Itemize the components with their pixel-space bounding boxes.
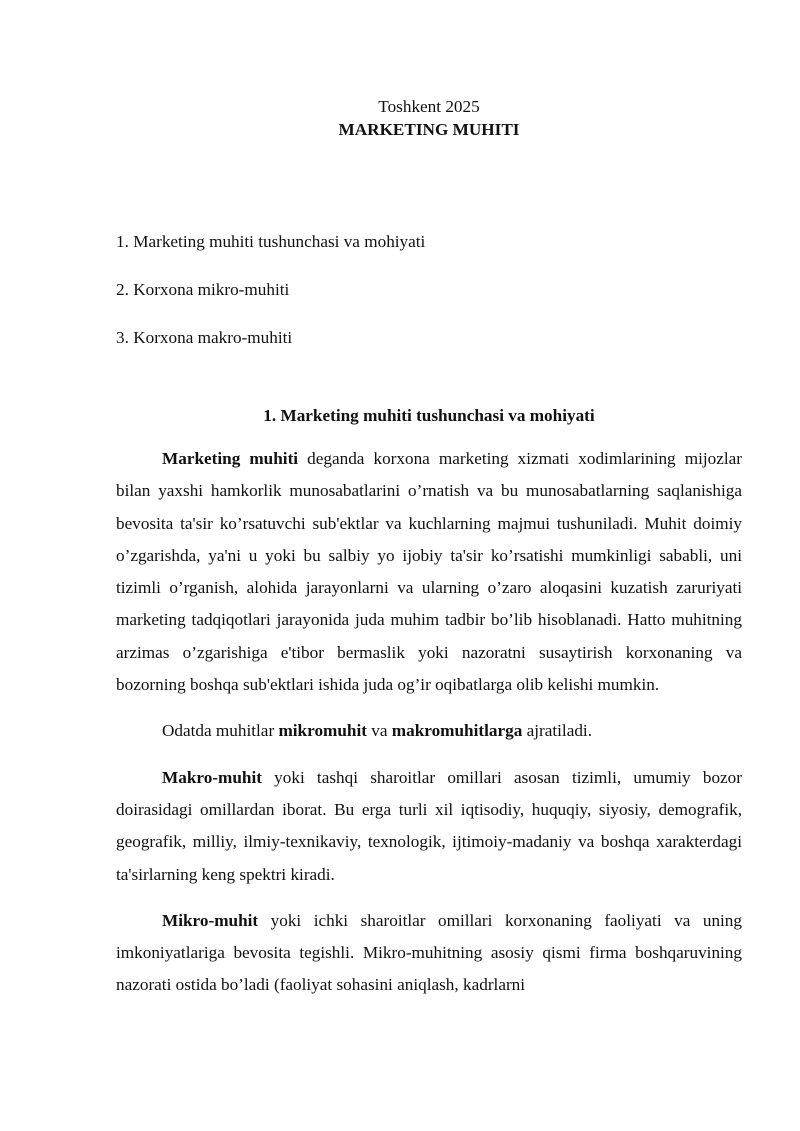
paragraph-division (116, 715, 742, 747)
toc-item: 2. Korxona mikro-muhiti (116, 280, 290, 299)
term-mikromuhit: mikromuhit (278, 721, 367, 741)
toc-item: 1. Marketing muhiti tushunchasi va mohiyati (116, 232, 426, 251)
paragraph-text: Odatda muhitlar (162, 721, 279, 741)
term-makromuhitlarga: makromuhitlarga (391, 721, 523, 741)
city-year: Toshkent 2025 (378, 97, 480, 116)
paragraph-text: ajratiladi. (522, 721, 592, 741)
paragraph-micro-environment (116, 905, 742, 1002)
term-marketing-muhiti: Marketing muhiti (162, 449, 299, 468)
paragraph-text: deganda korxona marketing xizmati xodimlarining mijozlar bilan yaxshi hamkorlik munosabatlarini o’rnatish va bu munosabatlarning saqlanishiga bevosita ta'sir ko’rsatuvchi sub'ektlar va kuchlarning majmui tushuniladi. Muhit doimiy o’zgarishda, ya'ni u yoki bu salbiy yo ijobiy ta'sir ko’rsatishi mumkinligi sababli, uni tizimli o’rganish, alohida jarayonlarni va ularning o’zaro aloqasini kuzatish zaruriyati marketing tadqiqotlari jarayonida juda muhim tadbir bo’lib hisoblanadi. Hatto muhitning arzimas o’zgarishiga e'tibor bermaslik yoki nazoratni susaytirish korxonaning va bozorning boshqa sub'ektlari ishida juda og’ir oqibatlarga olib kelishi mumkin. (116, 449, 742, 695)
paragraph-macro-environment (116, 762, 742, 891)
table-of-contents (116, 230, 742, 350)
paragraph-marketing-environment (116, 443, 742, 701)
document-title: MARKETING MUHITI (338, 120, 520, 139)
term-mikro-muhit: Mikro-muhit (162, 910, 259, 930)
paragraph-text: yoki ichki sharoitlar omillari korxonaning faoliyati va uning imkoniyatlariga bevosita tegishli. Mikro-muhitning asosiy qismi firma boshqaruvining nazorati ostida bo’ladi (faoliyat sohasini aniqlash, kadrlarni (116, 910, 742, 995)
section-heading: 1. Marketing muhiti tushunchasi va mohiyati (263, 406, 595, 425)
paragraph-text: yoki tashqi sharoitlar omillari asosan tizimli, umumiy bozor doirasidagi omillardan iborat. Bu erga turli xil iqtisodiy, huquqiy, siyosiy, demografik, geografik, milliy, ilmiy-texnikaviy, texnologik, ijtimoiy-madaniy va boshqa xarakterdagi ta'sirlarning keng spektri kiradi. (116, 767, 742, 884)
term-makro-muhit: Makro-muhit (162, 767, 262, 787)
paragraph-text: va (366, 721, 392, 741)
toc-item: 3. Korxona makro-muhiti (116, 328, 293, 347)
